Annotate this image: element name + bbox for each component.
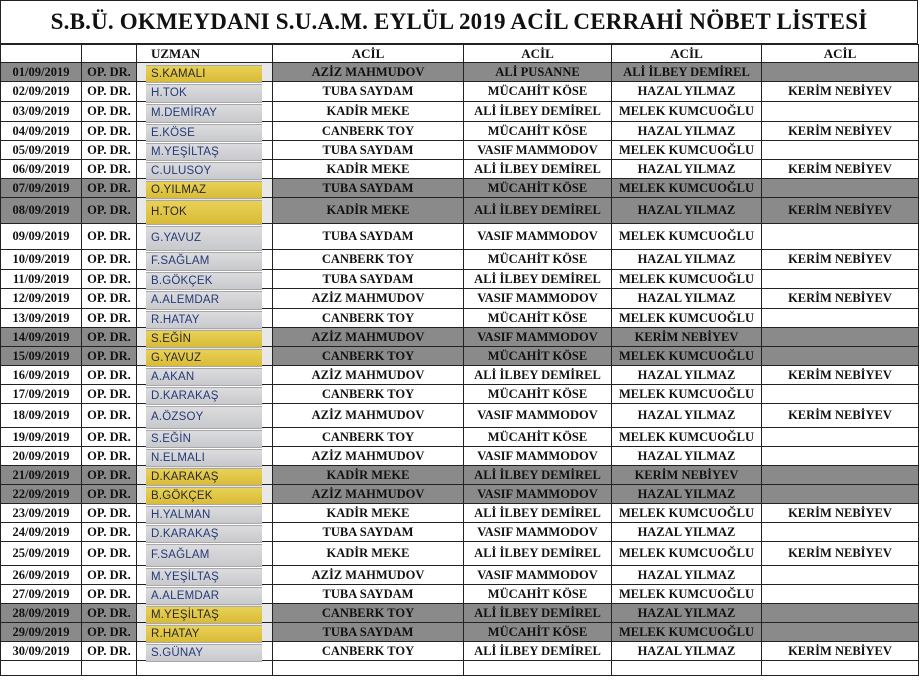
duty-roster-table	[0, 44, 919, 676]
acil-2-cell: VASIF MAMMODOV	[464, 404, 612, 428]
uzman-name-sticker: H.YALMAN	[146, 506, 262, 524]
acil-4-cell	[762, 428, 919, 447]
acil-1-cell: AZİZ MAHMUDOV	[273, 404, 464, 428]
acil-4-cell: KERİM NEBİYEV	[762, 366, 919, 385]
acil-2-cell: ALİ İLBEY DEMİREL	[464, 504, 612, 523]
title-cell: OP. DR.	[82, 366, 137, 385]
uzman-name-sticker: A.AKAN	[146, 368, 262, 386]
roster-row	[1, 102, 919, 122]
roster-row	[1, 63, 919, 82]
acil-1-cell: CANBERK TOY	[273, 604, 464, 623]
acil-3-cell: HAZAL YILMAZ	[612, 160, 762, 179]
acil-2-cell: ALİ İLBEY DEMİREL	[464, 604, 612, 623]
date-cell: 05/09/2019	[1, 141, 82, 160]
roster-row	[1, 485, 919, 504]
uzman-name-sticker: A.ALEMDAR	[146, 291, 262, 310]
date-cell: 15/09/2019	[1, 347, 82, 366]
title-cell: OP. DR.	[82, 642, 137, 661]
date-cell: 11/09/2019	[1, 270, 82, 289]
acil-3-cell: HAZAL YILMAZ	[612, 366, 762, 385]
uzman-name-sticker: G.YAVUZ	[146, 226, 262, 251]
date-cell: 14/09/2019	[1, 328, 82, 347]
acil-3-cell: HAZAL YILMAZ	[612, 604, 762, 623]
roster-row	[1, 82, 919, 102]
title-cell: OP. DR.	[82, 122, 137, 141]
acil-2-cell: ALİ PUSANNE	[464, 63, 612, 82]
acil-4-cell	[762, 485, 919, 504]
acil-4-cell	[762, 523, 919, 542]
acil-3-cell: KERİM NEBİYEV	[612, 466, 762, 485]
acil-1-cell: CANBERK TOY	[273, 122, 464, 141]
uzman-name-sticker: B.GÖKÇEK	[146, 272, 262, 290]
uzman-name-sticker: E.KÖSE	[146, 124, 262, 142]
date-cell: 23/09/2019	[1, 504, 82, 523]
acil-4-cell	[762, 347, 919, 366]
acil-2-cell: MÜCAHİT KÖSE	[464, 309, 612, 328]
title-cell: OP. DR.	[82, 250, 137, 270]
acil-4-cell	[762, 141, 919, 160]
roster-row	[1, 523, 919, 542]
acil-1-cell: CANBERK TOY	[273, 642, 464, 661]
date-cell: 21/09/2019	[1, 466, 82, 485]
acil-3-cell: MELEK KUMCUOĞLU	[612, 270, 762, 289]
acil-1-cell: TUBA SAYDAM	[273, 623, 464, 642]
acil-2-cell: ALİ İLBEY DEMİREL	[464, 270, 612, 289]
acil-4-cell	[762, 466, 919, 485]
empty-cell	[1, 661, 82, 676]
acil-2-cell: VASIF MAMMODOV	[464, 523, 612, 542]
acil-3-cell: MELEK KUMCUOĞLU	[612, 504, 762, 523]
acil-1-cell: KADİR MEKE	[273, 102, 464, 122]
roster-row	[1, 566, 919, 585]
uzman-name-sticker: D.KARAKAŞ	[146, 525, 262, 543]
acil-3-cell: MELEK KUMCUOĞLU	[612, 623, 762, 642]
date-cell: 04/09/2019	[1, 122, 82, 141]
acil-2-cell: MÜCAHİT KÖSE	[464, 347, 612, 366]
acil-1-cell: TUBA SAYDAM	[273, 224, 464, 250]
acil-1-cell: TUBA SAYDAM	[273, 270, 464, 289]
title-cell: OP. DR.	[82, 404, 137, 428]
roster-row	[1, 328, 919, 347]
title-cell: OP. DR.	[82, 566, 137, 585]
header-title	[82, 45, 137, 63]
acil-3-cell: MELEK KUMCUOĞLU	[612, 141, 762, 160]
page-title: S.B.Ü. OKMEYDANI S.U.A.M. EYLÜL 2019 ACİL CERRAHİ NÖBET LİSTESİ	[0, 0, 918, 44]
title-cell: OP. DR.	[82, 289, 137, 309]
uzman-name-sticker: M.YEŞİLTAŞ	[146, 606, 262, 624]
acil-1-cell: CANBERK TOY	[273, 250, 464, 270]
acil-3-cell: HAZAL YILMAZ	[612, 523, 762, 542]
roster-row	[1, 504, 919, 523]
roster-row	[1, 642, 919, 661]
acil-1-cell: CANBERK TOY	[273, 347, 464, 366]
uzman-name-sticker: G.YAVUZ	[146, 349, 262, 367]
date-cell: 25/09/2019	[1, 542, 82, 566]
roster-row	[1, 309, 919, 328]
title-cell: OP. DR.	[82, 328, 137, 347]
acil-3-cell: HAZAL YILMAZ	[612, 566, 762, 585]
acil-4-cell	[762, 179, 919, 198]
date-cell: 10/09/2019	[1, 250, 82, 270]
date-cell: 24/09/2019	[1, 523, 82, 542]
uzman-name-sticker: F.SAĞLAM	[146, 544, 262, 567]
acil-1-cell: KADİR MEKE	[273, 160, 464, 179]
acil-3-cell: ALİ İLBEY DEMİREL	[612, 63, 762, 82]
acil-3-cell: MELEK KUMCUOĞLU	[612, 309, 762, 328]
uzman-name-sticker: D.KARAKAŞ	[146, 468, 262, 486]
acil-3-cell: MELEK KUMCUOĞLU	[612, 347, 762, 366]
roster-row	[1, 542, 919, 566]
acil-2-cell: VASIF MAMMODOV	[464, 224, 612, 250]
title-cell: OP. DR.	[82, 309, 137, 328]
acil-4-cell	[762, 102, 919, 122]
roster-row	[1, 428, 919, 447]
empty-cell	[82, 661, 137, 676]
date-cell: 19/09/2019	[1, 428, 82, 447]
roster-row	[1, 270, 919, 289]
acil-1-cell: CANBERK TOY	[273, 385, 464, 404]
date-cell: 01/09/2019	[1, 63, 82, 82]
acil-4-cell	[762, 328, 919, 347]
title-cell: OP. DR.	[82, 179, 137, 198]
roster-row	[1, 160, 919, 179]
empty-row	[1, 661, 919, 676]
acil-3-cell: KERİM NEBİYEV	[612, 328, 762, 347]
uzman-name-sticker: S.EĞİN	[146, 330, 262, 348]
date-cell: 13/09/2019	[1, 309, 82, 328]
empty-cell	[464, 661, 612, 676]
acil-2-cell: VASIF MAMMODOV	[464, 289, 612, 309]
acil-2-cell: MÜCAHİT KÖSE	[464, 623, 612, 642]
acil-4-cell: KERİM NEBİYEV	[762, 642, 919, 661]
acil-2-cell: MÜCAHİT KÖSE	[464, 385, 612, 404]
title-cell: OP. DR.	[82, 447, 137, 466]
uzman-name-sticker: R.HATAY	[146, 625, 262, 643]
acil-3-cell: MELEK KUMCUOĞLU	[612, 385, 762, 404]
acil-2-cell: VASIF MAMMODOV	[464, 141, 612, 160]
acil-1-cell: AZİZ MAHMUDOV	[273, 566, 464, 585]
acil-4-cell	[762, 447, 919, 466]
header-acil-2: ACİL	[464, 45, 612, 63]
header-date	[1, 45, 82, 63]
acil-4-cell: KERİM NEBİYEV	[762, 404, 919, 428]
date-cell: 20/09/2019	[1, 447, 82, 466]
acil-2-cell: VASIF MAMMODOV	[464, 447, 612, 466]
header-uzman: UZMAN	[137, 45, 273, 63]
uzman-name-sticker: M.YEŞİLTAŞ	[146, 143, 262, 161]
date-cell: 03/09/2019	[1, 102, 82, 122]
title-cell: OP. DR.	[82, 542, 137, 566]
uzman-name-sticker: M.YEŞİLTAŞ	[146, 568, 262, 586]
uzman-name-sticker: M.DEMİRAY	[146, 104, 262, 123]
roster-row	[1, 289, 919, 309]
title-cell: OP. DR.	[82, 141, 137, 160]
acil-3-cell: MELEK KUMCUOĞLU	[612, 542, 762, 566]
acil-2-cell: MÜCAHİT KÖSE	[464, 122, 612, 141]
acil-3-cell: MELEK KUMCUOĞLU	[612, 428, 762, 447]
date-cell: 06/09/2019	[1, 160, 82, 179]
acil-4-cell: KERİM NEBİYEV	[762, 542, 919, 566]
uzman-name-sticker: S.GÜNAY	[146, 644, 262, 662]
date-cell: 12/09/2019	[1, 289, 82, 309]
acil-3-cell: HAZAL YILMAZ	[612, 447, 762, 466]
date-cell: 26/09/2019	[1, 566, 82, 585]
acil-1-cell: AZİZ MAHMUDOV	[273, 366, 464, 385]
acil-1-cell: KADİR MEKE	[273, 198, 464, 224]
roster-row	[1, 179, 919, 198]
empty-cell	[612, 661, 762, 676]
acil-4-cell	[762, 604, 919, 623]
acil-2-cell: MÜCAHİT KÖSE	[464, 428, 612, 447]
date-cell: 28/09/2019	[1, 604, 82, 623]
uzman-name-sticker: R.HATAY	[146, 311, 262, 329]
acil-1-cell: TUBA SAYDAM	[273, 523, 464, 542]
acil-4-cell: KERİM NEBİYEV	[762, 160, 919, 179]
acil-4-cell	[762, 566, 919, 585]
roster-row	[1, 250, 919, 270]
acil-1-cell: CANBERK TOY	[273, 428, 464, 447]
roster-row	[1, 347, 919, 366]
acil-4-cell	[762, 63, 919, 82]
date-cell: 17/09/2019	[1, 385, 82, 404]
roster-row	[1, 623, 919, 642]
uzman-name-sticker: N.ELMALI	[146, 449, 262, 467]
acil-4-cell: KERİM NEBİYEV	[762, 504, 919, 523]
acil-1-cell: TUBA SAYDAM	[273, 585, 464, 604]
uzman-name-sticker: H.TOK	[146, 200, 262, 225]
acil-4-cell: KERİM NEBİYEV	[762, 198, 919, 224]
uzman-name-sticker: S.KAMALI	[146, 65, 262, 83]
acil-3-cell: HAZAL YILMAZ	[612, 198, 762, 224]
acil-2-cell: MÜCAHİT KÖSE	[464, 82, 612, 102]
title-cell: OP. DR.	[82, 504, 137, 523]
roster-row	[1, 198, 919, 224]
acil-1-cell: TUBA SAYDAM	[273, 82, 464, 102]
uzman-sticker-strip	[146, 52, 262, 672]
uzman-name-sticker: S.EĞİN	[146, 430, 262, 448]
roster-row	[1, 224, 919, 250]
header-acil-3: ACİL	[612, 45, 762, 63]
acil-3-cell: HAZAL YILMAZ	[612, 485, 762, 504]
uzman-name-sticker: O.YILMAZ	[146, 181, 262, 199]
roster-row	[1, 141, 919, 160]
title-cell: OP. DR.	[82, 428, 137, 447]
acil-4-cell: KERİM NEBİYEV	[762, 122, 919, 141]
acil-3-cell: MELEK KUMCUOĞLU	[612, 585, 762, 604]
roster-row	[1, 466, 919, 485]
header-row	[1, 45, 919, 63]
title-cell: OP. DR.	[82, 82, 137, 102]
acil-2-cell: MÜCAHİT KÖSE	[464, 585, 612, 604]
acil-3-cell: HAZAL YILMAZ	[612, 289, 762, 309]
date-cell: 02/09/2019	[1, 82, 82, 102]
uzman-name-sticker: C.ULUSOY	[146, 162, 262, 180]
uzman-name-sticker: F.SAĞLAM	[146, 252, 262, 271]
acil-1-cell: AZİZ MAHMUDOV	[273, 447, 464, 466]
acil-4-cell	[762, 585, 919, 604]
acil-4-cell: KERİM NEBİYEV	[762, 250, 919, 270]
acil-4-cell	[762, 309, 919, 328]
acil-3-cell: HAZAL YILMAZ	[612, 82, 762, 102]
date-cell: 30/09/2019	[1, 642, 82, 661]
empty-cell	[762, 661, 919, 676]
empty-cell	[273, 661, 464, 676]
uzman-name-sticker: H.TOK	[146, 84, 262, 103]
acil-4-cell	[762, 270, 919, 289]
acil-2-cell: ALİ İLBEY DEMİREL	[464, 160, 612, 179]
date-cell: 29/09/2019	[1, 623, 82, 642]
title-cell: OP. DR.	[82, 102, 137, 122]
title-cell: OP. DR.	[82, 623, 137, 642]
title-cell: OP. DR.	[82, 270, 137, 289]
acil-1-cell: KADİR MEKE	[273, 542, 464, 566]
roster-row	[1, 385, 919, 404]
title-cell: OP. DR.	[82, 466, 137, 485]
acil-2-cell: VASIF MAMMODOV	[464, 328, 612, 347]
date-cell: 07/09/2019	[1, 179, 82, 198]
acil-4-cell: KERİM NEBİYEV	[762, 82, 919, 102]
date-cell: 18/09/2019	[1, 404, 82, 428]
roster-row	[1, 366, 919, 385]
acil-2-cell: ALİ İLBEY DEMİREL	[464, 366, 612, 385]
uzman-name-sticker: A.ALEMDAR	[146, 587, 262, 605]
acil-1-cell: TUBA SAYDAM	[273, 179, 464, 198]
date-cell: 16/09/2019	[1, 366, 82, 385]
title-cell: OP. DR.	[82, 485, 137, 504]
acil-3-cell: HAZAL YILMAZ	[612, 642, 762, 661]
acil-4-cell	[762, 623, 919, 642]
acil-2-cell: ALİ İLBEY DEMİREL	[464, 102, 612, 122]
title-cell: OP. DR.	[82, 347, 137, 366]
acil-1-cell: KADİR MEKE	[273, 466, 464, 485]
acil-4-cell	[762, 224, 919, 250]
date-cell: 27/09/2019	[1, 585, 82, 604]
acil-2-cell: VASIF MAMMODOV	[464, 485, 612, 504]
acil-2-cell: MÜCAHİT KÖSE	[464, 250, 612, 270]
header-acil-4: ACİL	[762, 45, 919, 63]
roster-row	[1, 404, 919, 428]
title-cell: OP. DR.	[82, 523, 137, 542]
acil-1-cell: CANBERK TOY	[273, 309, 464, 328]
roster-row	[1, 585, 919, 604]
roster-row	[1, 604, 919, 623]
acil-2-cell: ALİ İLBEY DEMİREL	[464, 198, 612, 224]
title-cell: OP. DR.	[82, 604, 137, 623]
acil-1-cell: AZİZ MAHMUDOV	[273, 328, 464, 347]
uzman-name-sticker: D.KARAKAŞ	[146, 387, 262, 405]
title-cell: OP. DR.	[82, 585, 137, 604]
acil-3-cell: HAZAL YILMAZ	[612, 122, 762, 141]
uzman-name-sticker: A.ÖZSOY	[146, 406, 262, 429]
title-cell: OP. DR.	[82, 224, 137, 250]
acil-2-cell: VASIF MAMMODOV	[464, 566, 612, 585]
acil-4-cell: KERİM NEBİYEV	[762, 289, 919, 309]
acil-2-cell: MÜCAHİT KÖSE	[464, 179, 612, 198]
acil-3-cell: MELEK KUMCUOĞLU	[612, 102, 762, 122]
date-cell: 08/09/2019	[1, 198, 82, 224]
acil-1-cell: KADİR MEKE	[273, 504, 464, 523]
header-acil-1: ACİL	[273, 45, 464, 63]
roster-row	[1, 122, 919, 141]
title-cell: OP. DR.	[82, 198, 137, 224]
acil-1-cell: AZİZ MAHMUDOV	[273, 485, 464, 504]
acil-2-cell: ALİ İLBEY DEMİREL	[464, 542, 612, 566]
roster-body	[1, 63, 919, 676]
acil-1-cell: TUBA SAYDAM	[273, 141, 464, 160]
acil-4-cell	[762, 385, 919, 404]
date-cell: 22/09/2019	[1, 485, 82, 504]
title-cell: OP. DR.	[82, 160, 137, 179]
acil-2-cell: ALİ İLBEY DEMİREL	[464, 642, 612, 661]
title-cell: OP. DR.	[82, 385, 137, 404]
acil-2-cell: ALİ İLBEY DEMİREL	[464, 466, 612, 485]
uzman-name-sticker: B.GÖKÇEK	[146, 487, 262, 505]
acil-3-cell: MELEK KUMCUOĞLU	[612, 179, 762, 198]
acil-1-cell: AZİZ MAHMUDOV	[273, 63, 464, 82]
acil-3-cell: MELEK KUMCUOĞLU	[612, 224, 762, 250]
title-cell: OP. DR.	[82, 63, 137, 82]
acil-3-cell: HAZAL YILMAZ	[612, 404, 762, 428]
roster-row	[1, 447, 919, 466]
date-cell: 09/09/2019	[1, 224, 82, 250]
acil-1-cell: AZİZ MAHMUDOV	[273, 289, 464, 309]
acil-3-cell: HAZAL YILMAZ	[612, 250, 762, 270]
